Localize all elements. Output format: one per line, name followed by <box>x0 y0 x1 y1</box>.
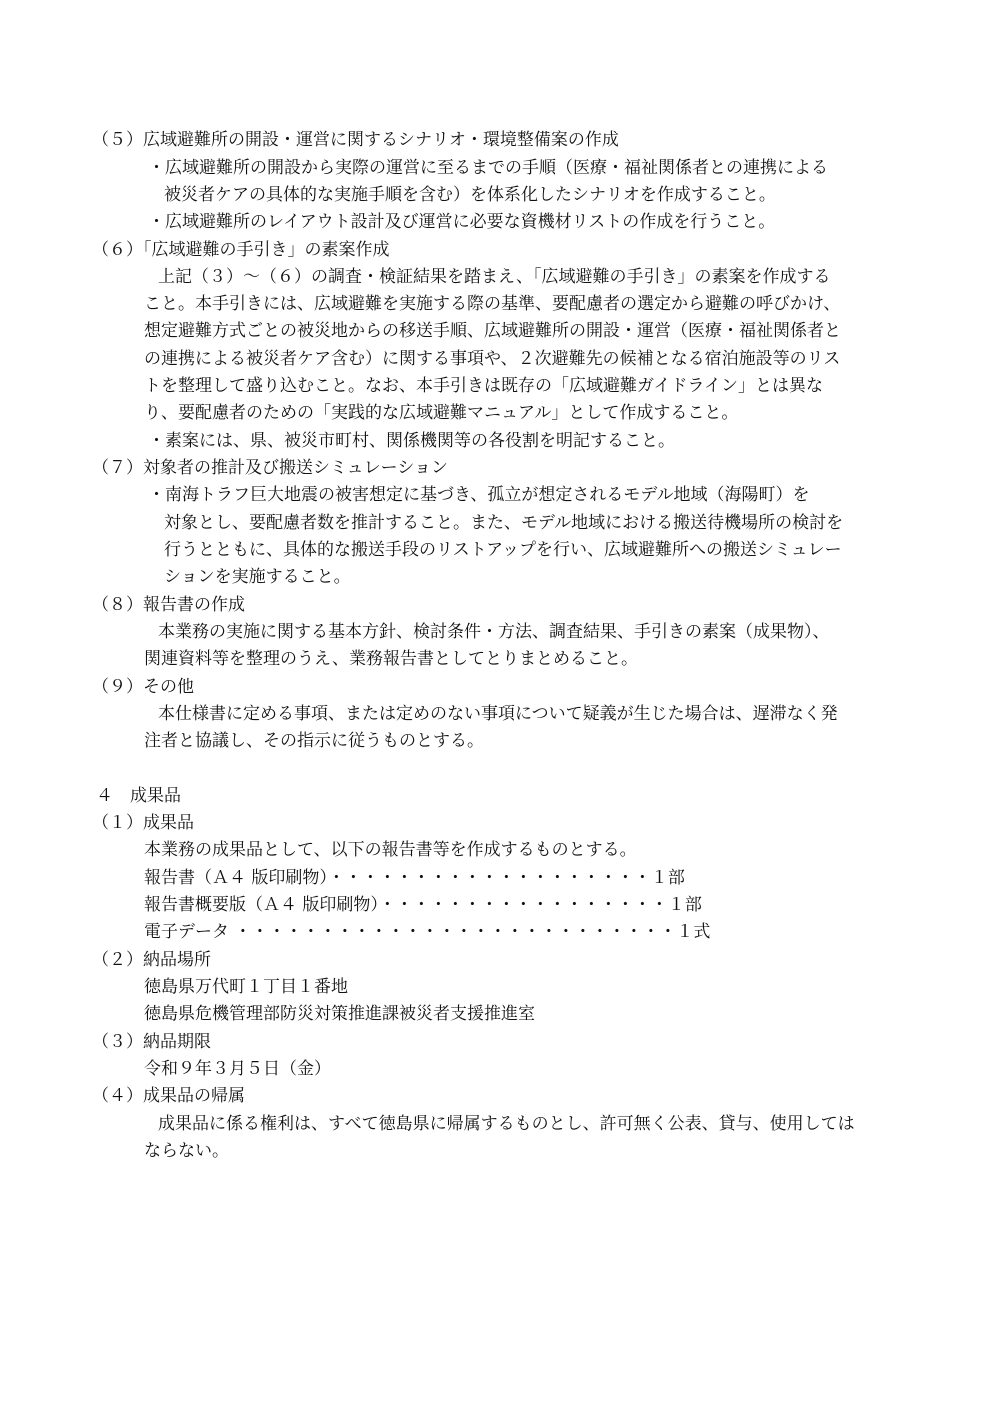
body-line: の連携による被災者ケア含む）に関する事項や、２次避難先の候補となる宿泊施設等のリス <box>144 349 841 369</box>
body-line: 成果品に係る権利は、すべて徳島県に帰属するものとし、許可無く公表、貸与、使用しては <box>158 1114 855 1134</box>
body-line: 本仕様書に定める事項、または定めのない事項について疑義が生じた場合は、遅滞なく発 <box>158 704 838 724</box>
bullet-line: ・南海トラフ巨大地震の被害想定に基づき、孤立が想定されるモデル地域（海陽町）を <box>148 485 810 505</box>
body-line: 上記（３）～（６）の調査・検証結果を踏まえ、「広域避難の手引き」の素案を作成する <box>158 267 831 287</box>
heading-4: （４）成果品の帰属 <box>92 1086 245 1106</box>
deliverable-item: 報告書概要版（Ａ４ 版印刷物）・・・・・・・・・・・・・・・・・１部 <box>144 895 702 915</box>
body-line: 令和９年３月５日（金） <box>144 1059 331 1079</box>
heading-2: （２）納品場所 <box>92 950 211 970</box>
heading-6: （６）「広域避難の手引き」の素案作成 <box>92 240 390 260</box>
heading-1: （１）成果品 <box>92 813 194 833</box>
heading-5: （５）広域避難所の開設・運営に関するシナリオ・環境整備案の作成 <box>92 130 619 150</box>
bullet-line: ・広域避難所の開設から実際の運営に至るまでの手順（医療・福祉関係者との連携による <box>148 158 828 178</box>
body-line: 想定避難方式ごとの被災地からの移送手順、広域避難所の開設・運営（医療・福祉関係者と <box>144 321 841 341</box>
heading-9: （９）その他 <box>92 677 194 697</box>
body-line: 行うとともに、具体的な搬送手段のリストアップを行い、広域避難所への搬送シミュレー <box>164 540 842 560</box>
bullet-line: ・広域避難所のレイアウト設計及び運営に必要な資機材リストの作成を行うこと。 <box>148 212 776 232</box>
body-line: 関連資料等を整理のうえ、業務報告書としてとりまとめること。 <box>144 649 639 669</box>
bullet-line: ・素案には、県、被災市町村、関係機関等の各役割を明記すること。 <box>148 431 675 451</box>
body-line: 徳島県万代町１丁目１番地 <box>144 977 348 997</box>
heading-8: （８）報告書の作成 <box>92 595 245 615</box>
body-line: ションを実施すること。 <box>164 567 351 587</box>
body-line: ならない。 <box>144 1141 229 1161</box>
body-line: 本業務の成果品として、以下の報告書等を作成するものとする。 <box>144 840 637 860</box>
body-line: り、要配慮者のための「実践的な広域避難マニュアル」として作成すること。 <box>144 403 739 423</box>
section-title: ４ 成果品 <box>96 786 181 806</box>
body-line: 徳島県危機管理部防災対策推進課被災者支援推進室 <box>144 1004 535 1024</box>
heading-3: （３）納品期限 <box>92 1032 211 1052</box>
body-line: トを整理して盛り込むこと。なお、本手引きは既存の「広域避難ガイドライン」とは異な <box>144 376 823 396</box>
deliverable-item: 電子データ ・・・・・・・・・・・・・・・・・・・・・・・・・・１式 <box>144 922 711 942</box>
heading-7: （７）対象者の推計及び搬送シミュレーション <box>92 458 448 478</box>
body-line: 対象とし、要配慮者数を推計すること。また、モデル地域における搬送待機場所の検討を <box>164 513 844 533</box>
body-line: こと。本手引きには、広域避難を実施する際の基準、要配慮者の選定から避難の呼びかけ、 <box>144 294 841 314</box>
body-line: 被災者ケアの具体的な実施手順を含む）を体系化したシナリオを作成すること。 <box>164 185 776 205</box>
body-line: 注者と協議し、その指示に従うものとする。 <box>144 731 484 751</box>
body-line: 本業務の実施に関する基本方針、検討条件・方法、調査結果、手引きの素案（成果物）、 <box>158 622 830 642</box>
deliverable-item: 報告書（Ａ４ 版印刷物）・・・・・・・・・・・・・・・・・・・１部 <box>144 868 685 888</box>
